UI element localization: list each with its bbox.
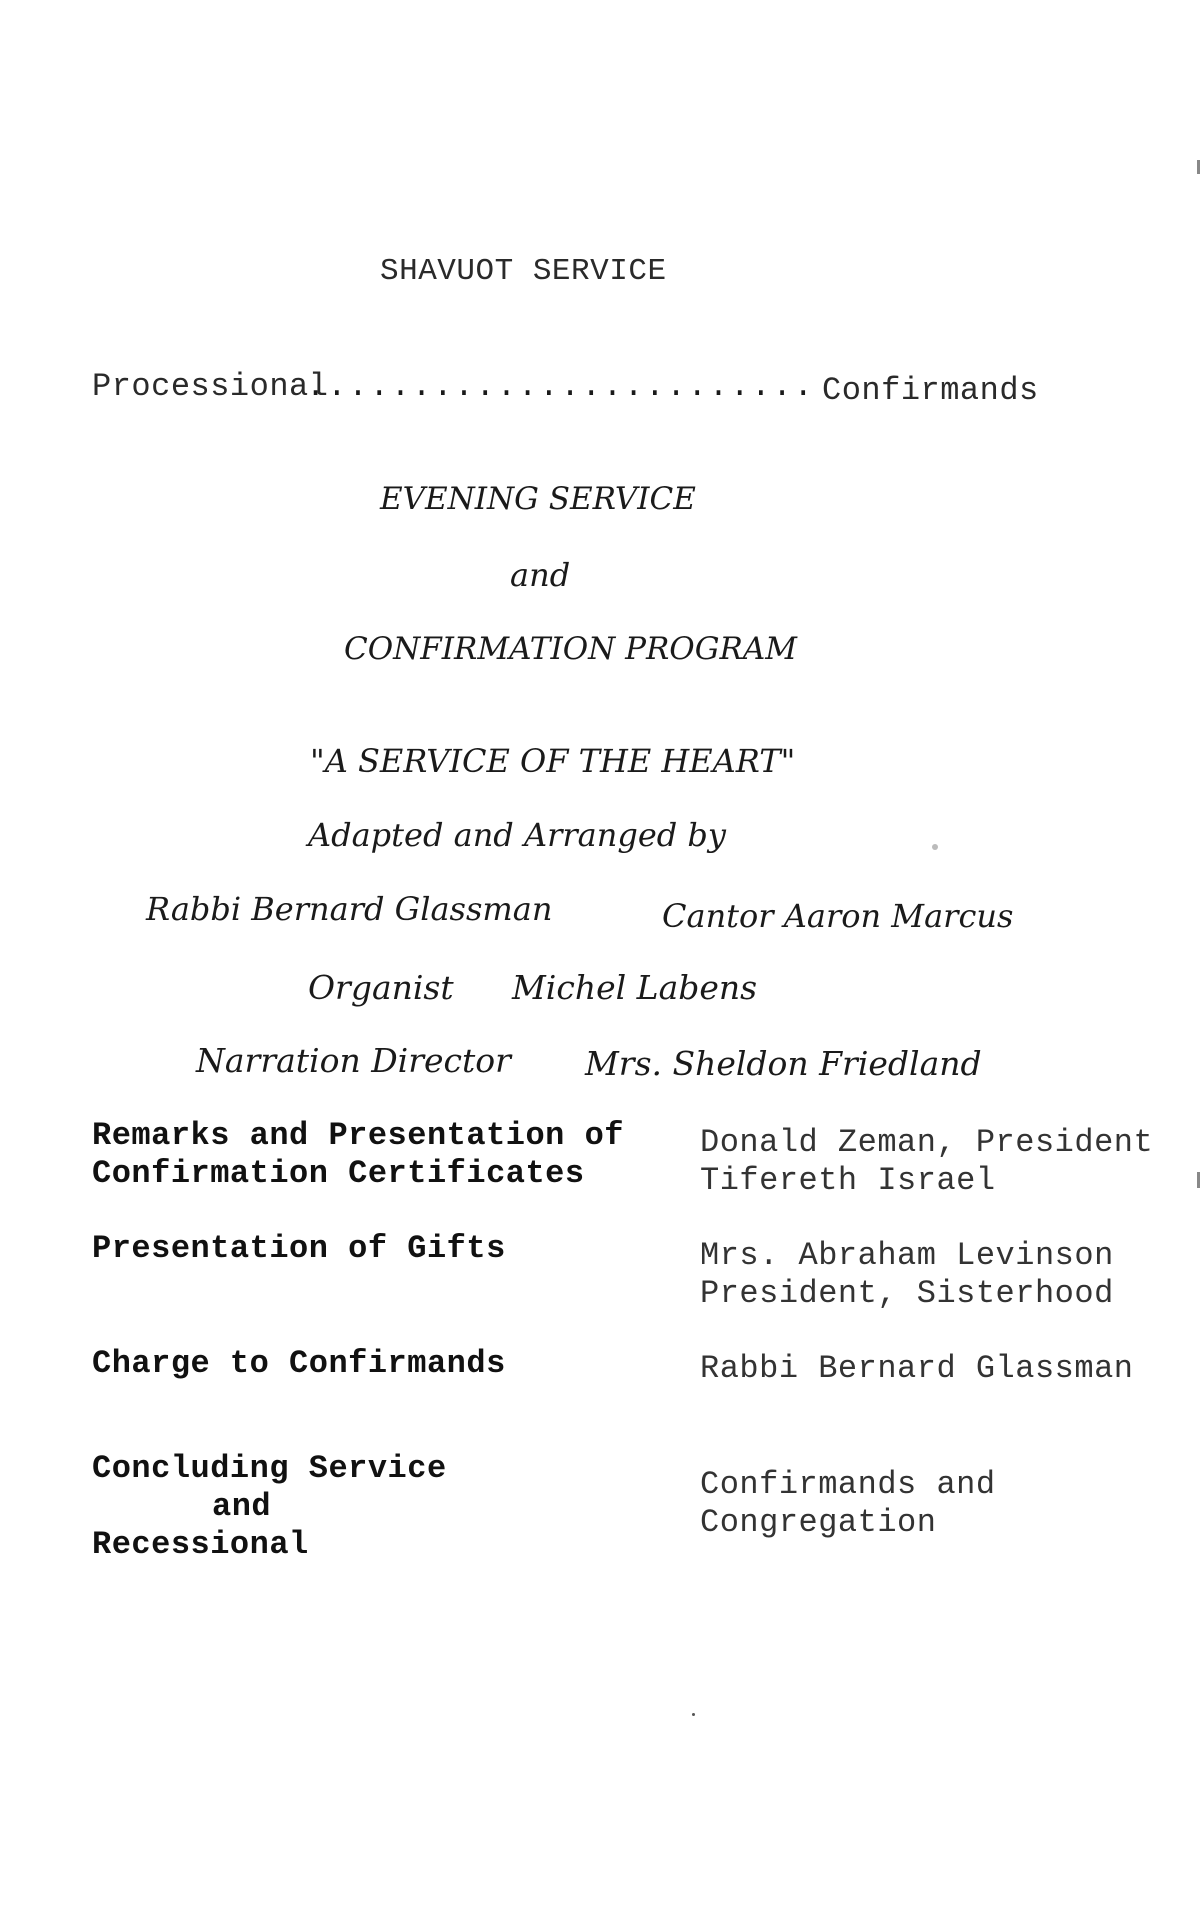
value-line: Mrs. Abraham Levinson — [700, 1237, 1114, 1274]
label-line: Presentation of Gifts — [92, 1230, 506, 1267]
credit-organist-name: Michel Labens — [512, 968, 758, 1007]
label-line: Concluding Service — [92, 1450, 447, 1487]
credit-narration-name: Mrs. Sheldon Friedland — [585, 1044, 982, 1083]
label-line: Charge to Confirmands — [92, 1345, 506, 1382]
credit-organist-role: Organist — [308, 968, 454, 1007]
label-line: Recessional — [92, 1526, 309, 1563]
value-line: Tifereth Israel — [700, 1162, 996, 1199]
program-item-label — [92, 1230, 506, 1268]
heading-confirmation-program: CONFIRMATION PROGRAM — [344, 631, 797, 667]
label-line: and — [212, 1488, 272, 1525]
program-item-label — [92, 1345, 506, 1383]
value-line: Confirmands and — [700, 1466, 996, 1503]
program-item-value — [700, 1124, 1153, 1200]
scan-speck — [692, 1713, 695, 1716]
program-item-value — [700, 1350, 1133, 1388]
scan-speck — [932, 844, 938, 850]
processional-leader-dots: ........................ — [306, 368, 815, 405]
value-line: Donald Zeman, President — [700, 1124, 1154, 1161]
document-title: SHAVUOT SERVICE — [380, 254, 667, 289]
value-line: President, Sisterhood — [700, 1275, 1114, 1312]
service-title: "A SERVICE OF THE HEART" — [310, 742, 796, 780]
program-item-label — [92, 1450, 447, 1564]
label-line: Remarks and Presentation of — [92, 1117, 624, 1154]
value-line: Rabbi Bernard Glassman — [700, 1350, 1134, 1387]
heading-evening-service: EVENING SERVICE — [380, 481, 696, 517]
credit-cantor: Cantor Aaron Marcus — [662, 897, 1014, 935]
credit-rabbi: Rabbi Bernard Glassman — [146, 890, 553, 928]
processional-label: Processional — [92, 368, 329, 405]
adapted-by-line: Adapted and Arranged by — [308, 816, 726, 854]
value-line: Congregation — [700, 1504, 937, 1541]
processional-value: Confirmands — [822, 372, 1039, 409]
program-item-value — [700, 1237, 1114, 1313]
program-item-value — [700, 1466, 996, 1542]
heading-and: and — [510, 556, 571, 594]
program-item-label — [92, 1117, 624, 1193]
credit-narration-role: Narration Director — [196, 1041, 511, 1080]
label-line: Confirmation Certificates — [92, 1155, 585, 1192]
